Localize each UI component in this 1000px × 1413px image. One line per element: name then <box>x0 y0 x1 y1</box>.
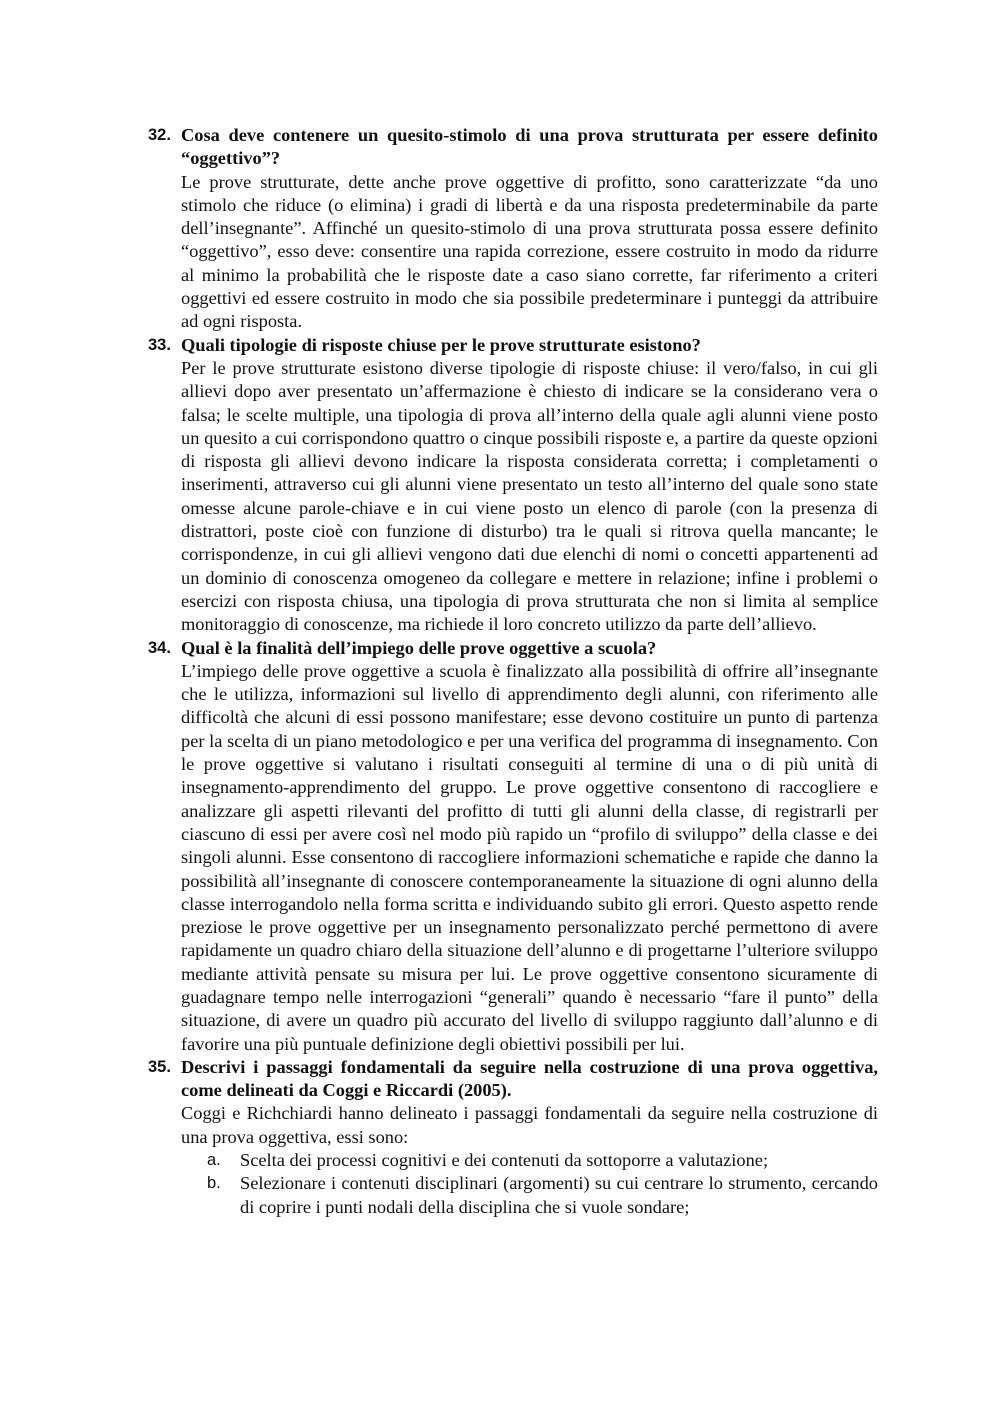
list-item-letter: b. <box>207 1174 221 1193</box>
question-title: Quali tipologie di risposte chiuse per le prove strutturate esistono? <box>181 334 701 355</box>
list-item-letter: a. <box>207 1151 221 1170</box>
question-number: 32. <box>148 126 171 144</box>
answer-paragraph: L’impiego delle prove oggettive a scuola è finalizzato alla possibilità di offrire all’insegnante che le utilizza, informazioni sul livello di apprendimento degli alunni, con riferimento alle difficoltà che alcuni di essi possono manifestare; esse devono costituire un punto di partenza per la scelta di un piano metodologico e per una verifica del programma di insegnamento. Con le prove oggettive si valutano i risultati conseguiti al termine di una o di più unità di insegnamento-apprendimento del gruppo. Le prove oggettive consentono di raccogliere e analizzare gli aspetti rilevanti del profitto di tutti gli alunni della classe, di registrarli per ciascuno di essi per avere così nel modo più rapido un “profilo di sviluppo” della classe e dei singoli alunni. Esse consentono di raccogliere informazioni schematiche e rapide che danno la possibilità all’insegnante di conoscere contemporaneamente la situazione di ogni alunno della classe interrogandolo nella forma scritta e individuando subito gli errori. Questo aspetto rende preziose le prove oggettive per un insegnamento personalizzato perché permettono di avere rapidamente un quadro chiaro della situazione dell’alunno e di progettarne l’ulteriore sviluppo mediante attività pensate su misura per lui. Le prove oggettive consentono sicuramente di guadagnare tempo nelle interrogazioni “generali” quando è necessario “fare il punto” della situazione, di avere un quadro più accurato del livello di sviluppo raggiunto dall’alunno e di favorire una più puntuale definizione degli obiettivi possibili per lui. <box>181 660 878 1054</box>
question-number: 35. <box>148 1057 171 1076</box>
list-item <box>207 1172 878 1219</box>
question-title: Descrivi i passaggi fondamentali da seguire nella costruzione di una prova oggettiva, come delineati da Coggi e Riccardi (2005). <box>181 1056 878 1101</box>
answer-paragraph: Per le prove strutturate esistono diverse tipologie di risposte chiuse: il vero/falso, in cui gli allievi dopo aver presentato un’affermazione è chiesto di indicare se la considerano vera o falsa; le scelte multiple, una tipologia di prova all’interno della quale agli alunni viene posto un quesito a cui corrispondono quattro o cinque possibili risposte e, a partire da queste opzioni di risposta gli allievi devono indicare la risposta considerata corretta; i completamenti o inserimenti, attraverso cui gli alunni viene presentato un testo all’interno del quale sono state omesse alcune parole-chiave e in cui viene posto un elenco di parole (con la presenza di distrattori, poste cioè con funzione di disturbo) tra le quali si ritrova quella mancante; le corrispondenze, in cui gli allievi vengono dati due elenchi di nomi o concetti appartenenti ad un dominio di conoscenza omogeneo da collegare e mettere in relazione; infine i problemi o esercizi con risposta chiusa, una tipologia di prova strutturata che non si limita al semplice monitoraggio di conoscenze, ma richiede il loro concreto utilizzo da parte dell’allievo. <box>181 357 878 635</box>
question-heading <box>148 1056 878 1103</box>
list-item <box>207 1149 878 1172</box>
question-title: Qual è la finalità dell’impiego delle prove oggettive a scuola? <box>181 637 657 658</box>
answer-paragraph: Le prove strutturate, dette anche prove oggettive di profitto, sono caratterizzate “da uno stimolo che riduce (o elimina) i gradi di libertà e da una risposta predeterminabile da parte dell’insegnante”. Affinché un quesito-stimolo di una prova strutturata possa essere definito “oggettivo”, esso deve: consentire una rapida correzione, essere costruito in modo da ridurre al minimo la probabilità che le risposte date a caso siano corrette, far riferimento a criteri oggettivi ed essere costruito in modo che sia possibile predeterminare i punteggi da attribuire ad ogni risposta. <box>181 171 878 332</box>
list-item-text: Selezionare i contenuti disciplinari (argomenti) su cui centrare lo strumento, cercando di coprire i punti nodali della disciplina che si vuole sondare; <box>240 1173 878 1217</box>
question-heading <box>148 124 878 171</box>
question-title: Cosa deve contenere un quesito-stimolo di una prova strutturata per essere definito “oggettivo”? <box>181 125 878 169</box>
question-block-34 <box>148 637 878 1056</box>
question-heading <box>148 637 878 660</box>
question-block-32 <box>148 124 878 334</box>
answer-paragraph: Coggi e Richchiardi hanno delineato i passaggi fondamentali da seguire nella costruzione di una prova oggettiva, essi sono: <box>181 1103 878 1147</box>
question-block-33 <box>148 334 878 637</box>
list-item-text: Scelta dei processi cognitivi e dei contenuti da sottoporre a valutazione; <box>240 1150 769 1171</box>
question-heading <box>148 334 878 357</box>
question-block-35 <box>148 1056 878 1219</box>
document-page <box>148 124 878 1219</box>
steps-list <box>148 1149 878 1219</box>
question-number: 33. <box>148 335 171 354</box>
question-number: 34. <box>148 638 171 657</box>
